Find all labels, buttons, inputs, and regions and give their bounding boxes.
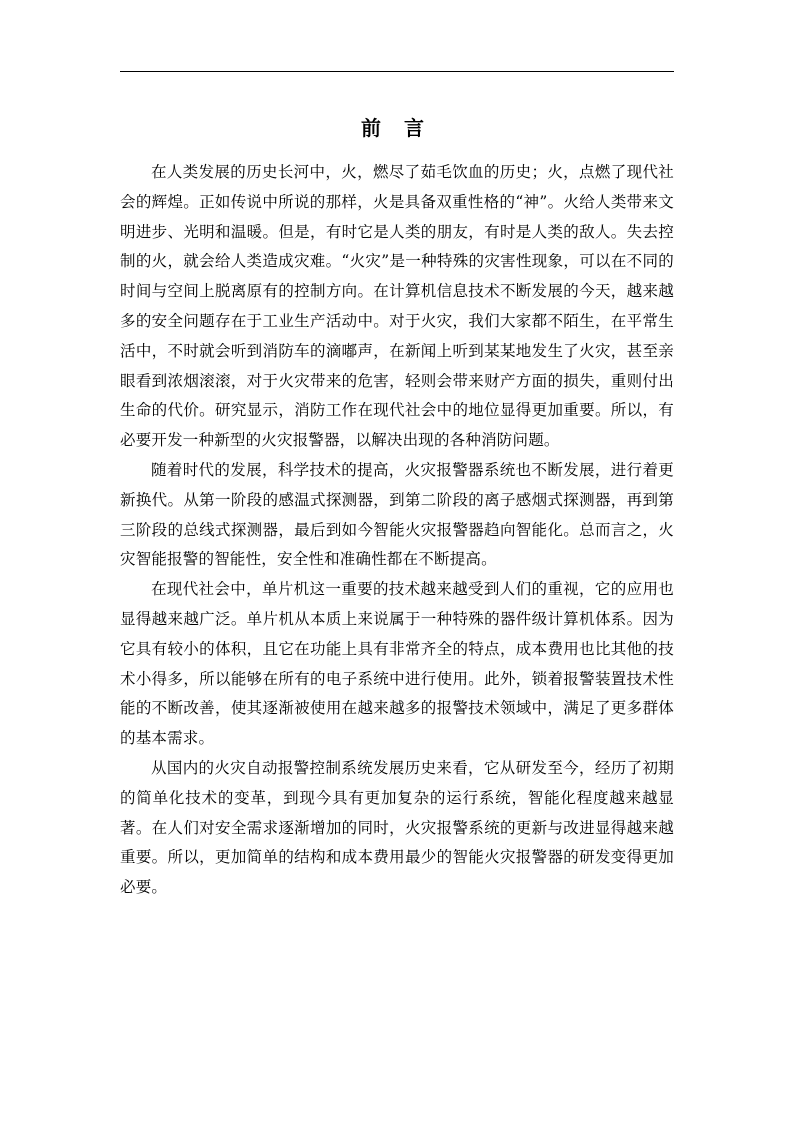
- page-title: 前 言: [361, 116, 432, 140]
- paragraph-2: 随着时代的发展，科学技术的提高，火灾报警器系统也不断发展，进行着更新换代。从第一阶段的感温式探测器，到第二阶段的离子感烟式探测器，再到第三阶段的总线式探测器，最后到如今智能火灾报警器趋向智能化。总而言之，火灾智能报警的智能性，安全性和准确性都在不断提高。: [120, 460, 674, 569]
- header-rule: [120, 71, 674, 72]
- paragraph-1: 在人类发展的历史长河中，火，燃尽了茹毛饮血的历史；火，点燃了现代社会的辉煌。正如传说中所说的那样，火是具备双重性格的“神”。火给人类带来文明进步、光明和温暖。但是，有时它是人类的朋友，有时是人类的敌人。失去控制的火，就会给人类造成灾难。“火灾”是一种特殊的灾害性现象，可以在不同的时间与空间上脱离原有的控制方向。在计算机信息技术不断发展的今天，越来越多的安全问题存在于工业生产活动中。对于火灾，我们大家都不陌生，在平常生活中，不时就会听到消防车的滴嘟声，在新闻上听到某某地发生了火灾，甚至亲眼看到浓烟滚滚，对于火灾带来的危害，轻则会带来财产方面的损失，重则付出生命的代价。研究显示，消防工作在现代社会中的地位显得更加重要。所以，有必要开发一种新型的火灾报警器，以解决出现的各种消防问题。: [120, 163, 674, 450]
- paragraph-4: 从国内的火灾自动报警控制系统发展历史来看，它从研发至今，经历了初期的简单化技术的变革，到现今具有更加复杂的运行系统，智能化程度越来越显著。在人们对安全需求逐渐增加的同时，火灾报警系统的更新与改进显得越来越重要。所以，更加简单的结构和成本费用最少的智能火灾报警器的研发变得更加必要。: [120, 758, 674, 897]
- body-text: [120, 158, 674, 903]
- paragraph-3: 在现代社会中，单片机这一重要的技术越来越受到人们的重视，它的应用也显得越来越广泛。单片机从本质上来说属于一种特殊的器件级计算机体系。因为它具有较小的体积，且它在功能上具有非常齐全的特点，成本费用也比其他的技术小得多，所以能够在所有的电子系统中进行使用。此外，锁着报警装置技术性能的不断改善，使其逐渐被使用在越来越多的报警技术领域中，满足了更多群体的基本需求。: [120, 580, 674, 748]
